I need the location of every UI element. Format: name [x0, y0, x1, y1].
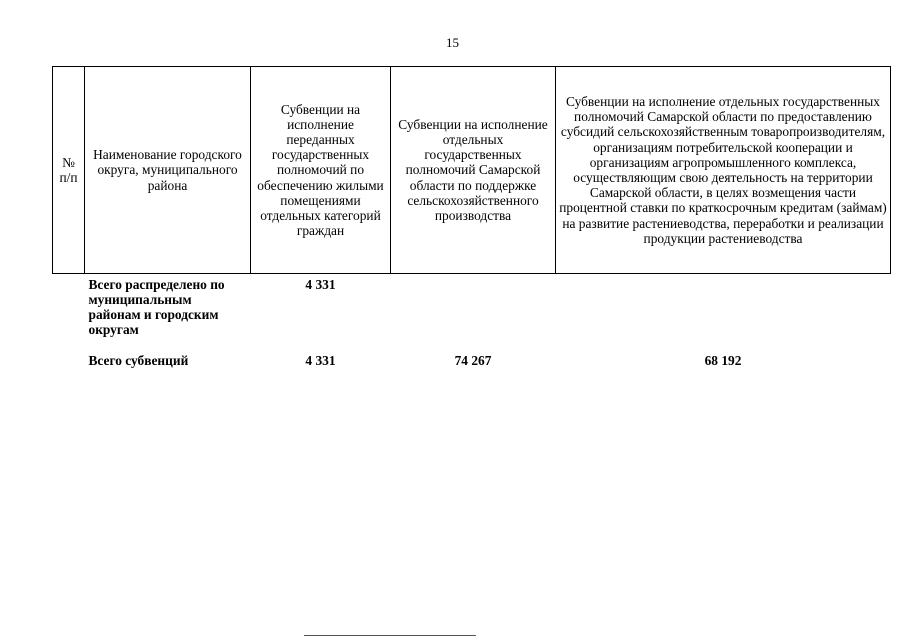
header-housing-subventions: Субвенции на исполнение переданных государственных полномочий по обеспечению жилыми помещениями отдельных категорий граждан [251, 67, 391, 274]
table-row [53, 349, 891, 368]
header-number: № п/п [53, 67, 85, 274]
housing-value: 4 331 [305, 277, 336, 292]
interest-rate-value: 68 192 [704, 353, 742, 368]
housing-value: 4 331 [305, 353, 336, 368]
header-municipality-name: Наименование городского округа, муниципального района [85, 67, 251, 274]
table-row [53, 274, 891, 350]
subventions-table [52, 66, 891, 368]
header-agriculture-subventions: Субвенции на исполнение отдельных государственных полномочий Самарской области по поддержке сельскохозяйственного производства [391, 67, 556, 274]
header-interest-rate-subventions: Субвенции на исполнение отдельных государственных полномочий Самарской области по предоставлению субсидий сельскохозяйственным товаропроизводителям, организациям потребительской кооперации и организациям агропромышленного комплекса, осуществляющим свою деятельность на территории Самарской области, в целях возмещения части процентной ставки по краткосрочным кредитам (займам) на развитие растениеводства, переработки и реализации продукции растениеводства [556, 67, 891, 274]
row-number-cell [53, 274, 85, 350]
agriculture-value [391, 274, 556, 350]
row-label: Всего распределено по муниципальным районам и городским округам [88, 277, 225, 337]
agriculture-value: 74 267 [454, 353, 492, 368]
interest-rate-value [556, 274, 891, 350]
footer-divider [304, 635, 476, 636]
table-header-row [53, 67, 891, 274]
row-number-cell [53, 349, 85, 368]
page-number: 15 [446, 35, 459, 50]
row-label: Всего субвенций [88, 353, 189, 368]
